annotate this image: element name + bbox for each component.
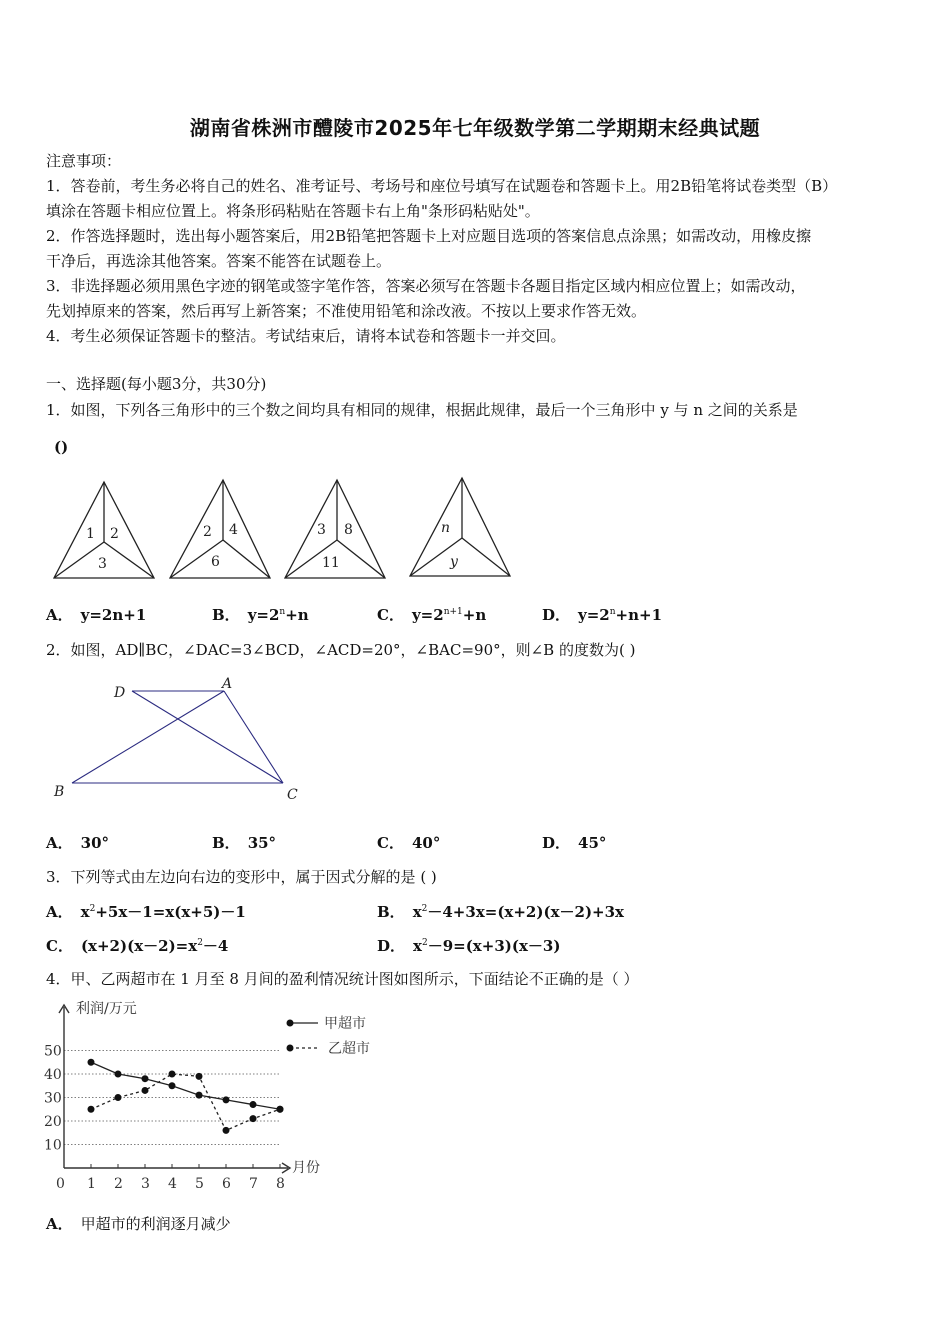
tri3-left: 3: [317, 522, 326, 538]
q2-option-d[interactable]: D． 45°: [542, 834, 607, 852]
notice-line: 先划掉原来的答案，然后再写上新答案；不准使用铅笔和涂改液。不按以上要求作答无效。: [46, 302, 647, 320]
point-jia-month-4: [169, 1082, 176, 1089]
y-tick-label: 30: [44, 1090, 62, 1107]
geometry-figure: [46, 672, 316, 807]
section-heading: 一、选择题(每小题3分，共30分): [46, 375, 267, 393]
q1-option-d[interactable]: D． $y=2^n+n+1$: [542, 606, 663, 624]
y-tick-label: 10: [44, 1137, 62, 1154]
q1-option-b[interactable]: B． $y=2^n+n$: [212, 606, 309, 624]
tri2-bottom: 6: [211, 554, 220, 570]
question-2-text: 2．如图，AD∥BC，∠DAC=3∠BCD，∠ACD=20°，∠BAC=90°，则∠B 的度数为( ): [46, 641, 636, 659]
point-yi-month-2: [115, 1094, 122, 1101]
notice-line: 3．非选择题必须用黑色字迹的钢笔或签字笔作答，答案必须写在答题卡各题目指定区域内相应位置上；如需改动，: [46, 277, 806, 295]
point-jia-month-3: [142, 1075, 149, 1082]
triangle-2: [170, 480, 270, 578]
x-tick-label: 8: [276, 1176, 285, 1192]
legend-label-yi: 乙超市: [328, 1041, 370, 1057]
point-yi-month-5: [196, 1073, 203, 1080]
notice-line: 干净后，再选涂其他答案。答案不能答在试题卷上。: [46, 252, 392, 270]
triangle-4: [410, 478, 510, 576]
x-axis-label: 月份: [292, 1160, 320, 1176]
notice-line: 2．作答选择题时，选出每小题答案后，用2B铅笔把答题卡上对应题目选项的答案信息点涂黑；如需改动，用橡皮擦: [46, 227, 812, 245]
question-1-paren: (): [54, 438, 69, 456]
question-3-text: 3．下列等式由左边向右边的变形中，属于因式分解的是 ( ): [46, 868, 437, 886]
point-jia-month-2: [115, 1071, 122, 1078]
y-tick-label: 20: [44, 1114, 62, 1130]
tri4-left: n: [441, 520, 451, 536]
q1-option-c[interactable]: C． $y=2^{n+1}+n$: [377, 606, 487, 624]
point-jia-month-6: [223, 1096, 230, 1103]
point-a-label: A: [222, 676, 233, 692]
q3-option-b[interactable]: B． $x^2-4+3x=(x+2)(x-2)+3x$: [377, 903, 624, 921]
legend-marker-yi: [287, 1045, 294, 1052]
tri2-right: 4: [229, 522, 238, 538]
notice-line: 填涂在答题卡相应位置上。将条形码粘贴在答题卡右上角"条形码粘贴处"。: [46, 202, 540, 220]
question-4-text: 4．甲、乙两超市在 1 月至 8 月间的盈利情况统计图如图所示，下面结论不正确的是（ ）: [46, 970, 639, 988]
q3-option-d[interactable]: D． $x^2-9=(x+3)(x-3)$: [377, 937, 561, 955]
x-tick-label: 7: [249, 1176, 258, 1192]
legend: [287, 1015, 371, 1057]
point-yi-month-3: [142, 1087, 149, 1094]
triangles-figure: [40, 470, 500, 585]
point-d-label: D: [114, 685, 126, 701]
q2-option-a[interactable]: A． 30°: [46, 834, 110, 852]
tri2-left: 2: [203, 524, 212, 540]
legend-marker-jia: [287, 1020, 294, 1027]
x-tick-label: 6: [222, 1176, 231, 1192]
tri3-right: 8: [344, 522, 353, 538]
x-tick-label: 4: [168, 1176, 177, 1192]
q3-option-a[interactable]: A． $x^2+5x-1=x(x+5)-1$: [46, 903, 246, 921]
tri1-left: 1: [86, 526, 95, 542]
q2-option-c[interactable]: C． 40°: [377, 834, 441, 852]
tri4-bottom: y: [450, 554, 458, 570]
x-tick-label: 3: [141, 1176, 150, 1192]
y-axis-label: 利润/万元: [76, 1001, 137, 1017]
q2-option-b[interactable]: B． 35°: [212, 834, 277, 852]
profit-line-chart: [40, 995, 400, 1192]
tri1-bottom: 3: [98, 556, 107, 572]
tri1-right: 2: [110, 526, 119, 542]
legend-label-jia: 甲超市: [324, 1016, 366, 1032]
point-yi-month-7: [250, 1115, 257, 1122]
point-c-label: C: [287, 787, 298, 803]
point-yi-month-6: [223, 1127, 230, 1134]
notice-line: 1．答卷前，考生务必将自己的姓名、准考证号、考场号和座位号填写在试题卷和答题卡上。用2B铅笔将试卷类型（B）: [46, 177, 838, 195]
point-jia-month-5: [196, 1092, 203, 1099]
y-tick-label: 50: [44, 1043, 62, 1060]
point-jia-month-1: [88, 1059, 95, 1066]
q1-option-a[interactable]: A． y=2n+1: [46, 606, 147, 624]
tri3-bottom: 11: [322, 555, 340, 571]
point-yi-month-1: [88, 1106, 95, 1113]
y-tick-label: 40: [44, 1067, 62, 1083]
notice-heading: 注意事项：: [46, 152, 122, 170]
notice-line: 4．考生必须保证答题卡的整洁。考试结束后，请将本试卷和答题卡一并交回。: [46, 327, 566, 345]
x-tick-label: 0: [56, 1176, 65, 1192]
point-jia-month-7: [250, 1101, 257, 1108]
q3-option-c[interactable]: C． $(x+2)(x-2)=x^2-4$: [46, 937, 229, 955]
q4-option-a[interactable]: A． 甲超市的利润逐月减少: [46, 1215, 231, 1233]
page-title: 湖南省株洲市醴陵市2025年七年级数学第二学期期末经典试题: [189, 116, 761, 140]
x-tick-label: 2: [114, 1176, 123, 1192]
x-tick-label: 5: [195, 1176, 204, 1192]
point-yi-month-4: [169, 1071, 176, 1078]
point-b-label: B: [54, 784, 65, 800]
point-yi-month-8: [277, 1106, 284, 1113]
question-1-text: 1．如图，下列各三角形中的三个数之间均具有相同的规律，根据此规律，最后一个三角形中 y 与 n 之间的关系是: [46, 401, 798, 419]
x-tick-label: 1: [87, 1176, 96, 1192]
